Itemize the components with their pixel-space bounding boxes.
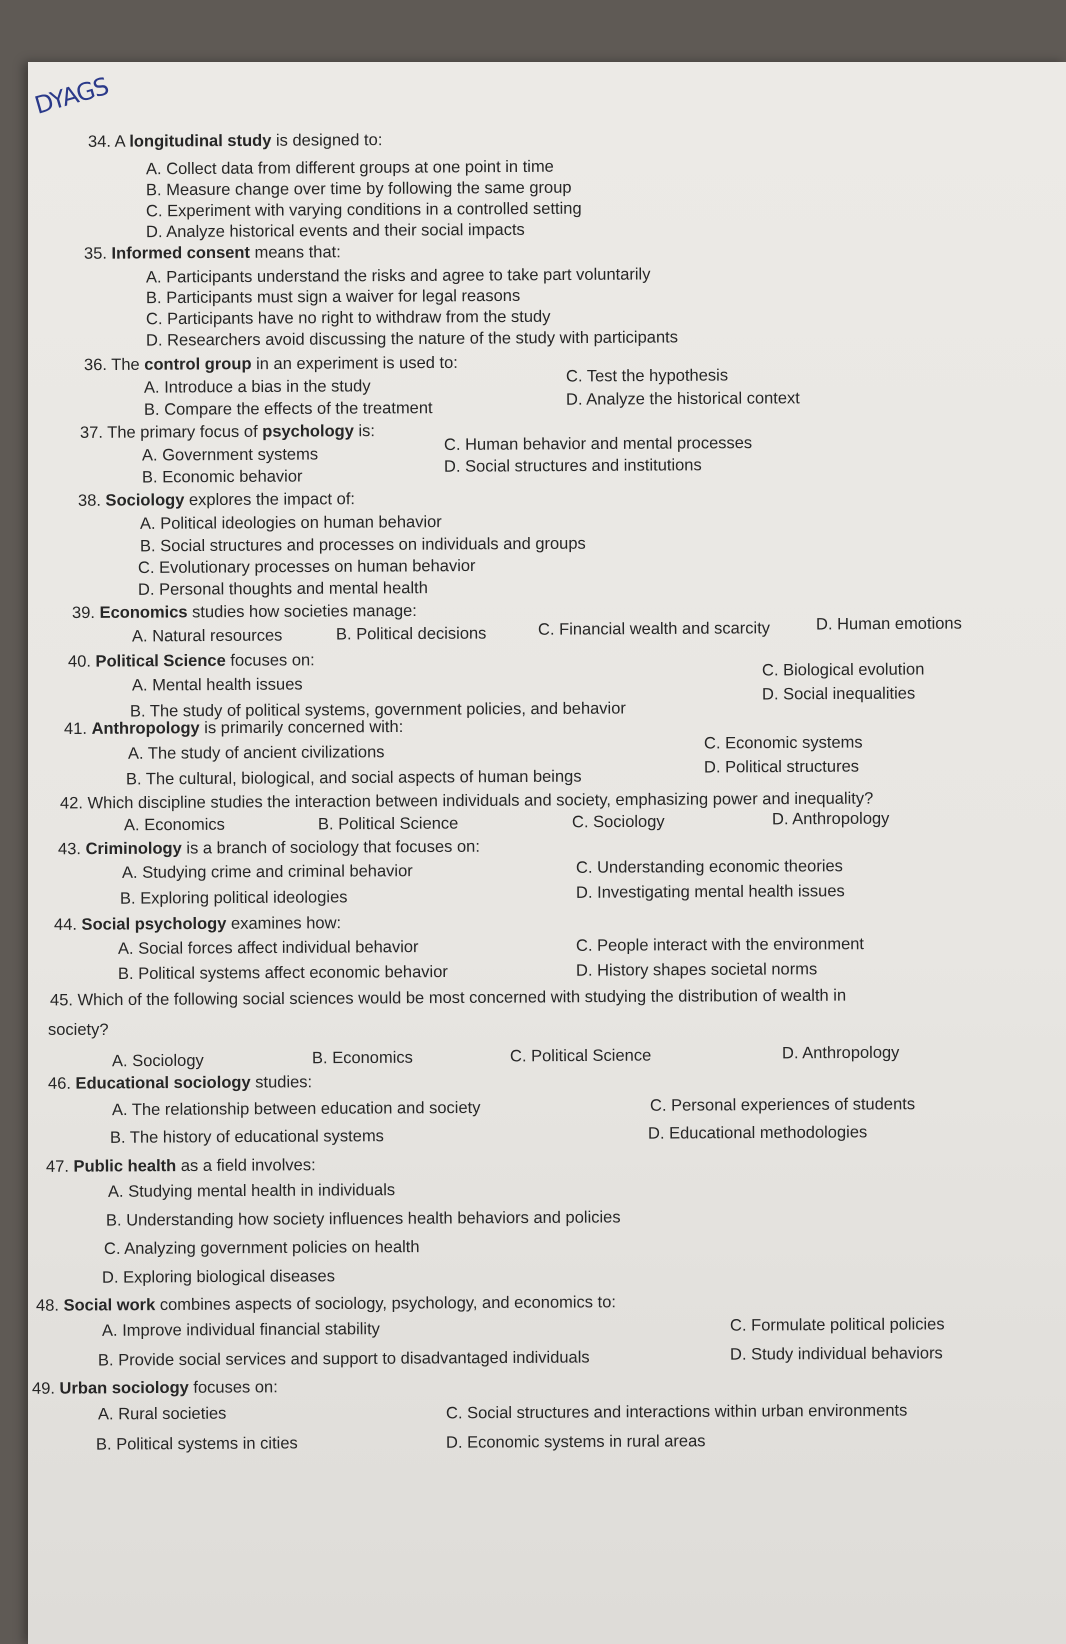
answer-option[interactable]: D. Analyze historical events and their social impacts: [145, 220, 525, 242]
question-stem: [78, 491, 355, 509]
answer-option[interactable]: A. The study of ancient civilizations: [127, 743, 385, 763]
key-term: Economics: [99, 603, 188, 622]
answer-option[interactable]: A. Government systems: [141, 445, 319, 465]
question-number: 43.: [57, 840, 86, 859]
answer-option[interactable]: B. Provide social services and support to disadvantaged individuals: [97, 1348, 590, 1370]
question-stem: [68, 652, 315, 670]
key-term: psychology: [262, 422, 354, 441]
key-term: Sociology: [105, 491, 185, 510]
question-text: is designed to:: [271, 131, 383, 150]
key-term: Political Science: [95, 651, 226, 671]
answer-option[interactable]: D. Educational methodologies: [647, 1123, 868, 1143]
question-number: 44.: [53, 915, 82, 934]
question-stem: [58, 839, 480, 858]
answer-option[interactable]: B. The history of educational systems: [109, 1127, 384, 1147]
question-number: 46.: [47, 1074, 76, 1093]
answer-option[interactable]: A. Studying mental health in individuals: [107, 1181, 396, 1201]
answer-option[interactable]: A. Introduce a bias in the study: [143, 377, 371, 397]
answer-option[interactable]: B. Compare the effects of the treatment: [143, 399, 433, 419]
answer-option[interactable]: D. Social inequalities: [761, 684, 916, 704]
key-term: Social work: [63, 1296, 156, 1315]
answer-option[interactable]: D. Exploring biological diseases: [101, 1267, 336, 1287]
question-number: 36.: [83, 355, 112, 375]
answer-option[interactable]: B. Political Science: [317, 814, 459, 834]
question-text: is a branch of sociology that focuses on:: [181, 837, 480, 858]
question-number: 39.: [71, 603, 100, 623]
question-text: Which of the following social sciences would be most concerned with studying the distribution of wealth in: [77, 986, 847, 1010]
answer-option[interactable]: A. Collect data from different groups at one point in time: [145, 157, 554, 179]
key-term: Anthropology: [91, 719, 200, 738]
question-number: 47.: [45, 1157, 74, 1176]
answer-option[interactable]: B. Political decisions: [335, 624, 487, 644]
key-term: Urban sociology: [59, 1378, 189, 1398]
answer-option[interactable]: B. Social structures and processes on individuals and groups: [139, 534, 586, 556]
answer-option[interactable]: C. Participants have no right to withdraw from the study: [145, 307, 551, 329]
answer-option[interactable]: A. Natural resources: [131, 626, 283, 646]
key-term: Criminology: [85, 839, 182, 859]
answer-option[interactable]: A. Economics: [123, 815, 225, 835]
answer-option[interactable]: D. Anthropology: [771, 809, 890, 829]
answer-option[interactable]: D. Anthropology: [781, 1043, 900, 1063]
question-number: 37.: [79, 423, 108, 442]
question-stem: [84, 244, 341, 262]
key-term: control group: [144, 355, 252, 374]
question-stem: [54, 915, 341, 933]
answer-option[interactable]: C. Formulate political policies: [729, 1315, 945, 1335]
answer-option[interactable]: C. Economic systems: [703, 733, 863, 753]
answer-option[interactable]: D. Political structures: [703, 757, 860, 777]
question-text: explores the impact of:: [184, 490, 356, 510]
answer-option[interactable]: B. Participants must sign a waiver for legal reasons: [145, 286, 521, 308]
answer-option[interactable]: D. Human emotions: [815, 614, 962, 634]
answer-option[interactable]: B. Economic behavior: [141, 467, 303, 487]
question-text: A: [114, 132, 130, 151]
key-term: Public health: [73, 1157, 177, 1176]
question-text: focuses on:: [225, 651, 315, 670]
answer-option[interactable]: A. Improve individual financial stability: [101, 1320, 380, 1340]
answer-option[interactable]: A. Sociology: [111, 1051, 204, 1071]
question-continuation: society?: [48, 1021, 109, 1039]
answer-option[interactable]: C. Political Science: [509, 1046, 652, 1066]
answer-option[interactable]: C. Experiment with varying conditions in a controlled setting: [145, 199, 582, 221]
answer-option[interactable]: B. The cultural, biological, and social aspects of human beings: [125, 767, 582, 789]
question-text: Which discipline studies the interaction between individuals and society, emphasizing power and inequality?: [87, 789, 874, 813]
answer-option[interactable]: C. Biological evolution: [761, 660, 925, 680]
question-stem: [36, 1294, 616, 1314]
answer-option[interactable]: A. Social forces affect individual behavior: [117, 938, 419, 958]
question-text: focuses on:: [188, 1378, 278, 1397]
question-number: 40.: [67, 652, 96, 671]
answer-option[interactable]: B. Political systems affect economic behavior: [117, 962, 448, 984]
question-text: examines how:: [226, 914, 342, 933]
answer-option[interactable]: C. People interact with the environment: [575, 935, 865, 955]
question-number: 45.: [49, 991, 78, 1010]
question-number: 35.: [83, 244, 112, 263]
answer-option[interactable]: D. History shapes societal norms: [575, 960, 818, 980]
answer-option[interactable]: B. Measure change over time by following the same group: [145, 178, 572, 200]
question-number: 38.: [77, 491, 106, 510]
answer-option[interactable]: C. Analyzing government policies on health: [103, 1238, 420, 1258]
key-term: Educational sociology: [75, 1073, 251, 1093]
answer-option[interactable]: B. The study of political systems, government policies, and behavior: [129, 699, 626, 721]
question-text: combines aspects of sociology, psychology, and economics to:: [155, 1293, 617, 1315]
answer-option[interactable]: D. Study individual behaviors: [729, 1344, 943, 1364]
answer-option[interactable]: A. Rural societies: [97, 1404, 227, 1424]
answer-option[interactable]: B. Understanding how society influences health behaviors and policies: [105, 1208, 621, 1230]
answer-option[interactable]: C. Human behavior and mental processes: [443, 434, 753, 454]
answer-option[interactable]: A. Mental health issues: [131, 675, 303, 695]
answer-option[interactable]: D. Investigating mental health issues: [575, 882, 845, 902]
question-text: as a field involves:: [176, 1156, 316, 1176]
answer-option[interactable]: B. Political systems in cities: [95, 1434, 298, 1454]
answer-option[interactable]: A. Participants understand the risks and agree to take part voluntarily: [145, 265, 651, 287]
question-stem: [80, 423, 375, 441]
question-text: studies how societies manage:: [187, 601, 417, 622]
question-text: is:: [353, 422, 376, 441]
question-stem: [48, 1074, 312, 1092]
answer-option[interactable]: B. Exploring political ideologies: [119, 888, 348, 908]
answer-option[interactable]: C. Understanding economic theories: [575, 857, 843, 877]
question-stem: [64, 719, 403, 738]
answer-option[interactable]: C. Personal experiences of students: [649, 1095, 916, 1115]
answer-option[interactable]: A. The relationship between education and society: [111, 1098, 481, 1120]
answer-option[interactable]: A. Political ideologies on human behavior: [139, 513, 442, 533]
question-text: The: [111, 355, 145, 374]
handwritten-mark: DYAGS: [31, 72, 112, 120]
question-number: 34.: [87, 132, 115, 151]
question-text: in an experiment is used to:: [251, 353, 458, 374]
answer-option[interactable]: C. Sociology: [571, 812, 665, 832]
question-stem: [72, 603, 417, 622]
answer-option[interactable]: B. Economics: [311, 1048, 413, 1068]
question-number: 42.: [59, 794, 88, 813]
answer-option[interactable]: A. Studying crime and criminal behavior: [121, 862, 413, 882]
answer-option[interactable]: D. Personal thoughts and mental health: [137, 579, 428, 599]
question-text: studies:: [250, 1073, 313, 1092]
answer-option[interactable]: D. Researchers avoid discussing the nature of the study with participants: [145, 328, 679, 350]
answer-option[interactable]: C. Social structures and interactions within urban environments: [445, 1401, 908, 1423]
question-number: 41.: [63, 719, 92, 739]
question-stem: [32, 1379, 278, 1397]
answer-option[interactable]: C. Evolutionary processes on human behavior: [137, 556, 476, 578]
question-text: is primarily concerned with:: [199, 717, 404, 738]
question-number: 48.: [35, 1296, 64, 1315]
key-term: Informed consent: [111, 243, 251, 263]
answer-option[interactable]: D. Social structures and institutions: [443, 456, 702, 476]
answer-option[interactable]: D. Economic systems in rural areas: [445, 1432, 706, 1452]
answer-option[interactable]: C. Financial wealth and scarcity: [537, 619, 771, 639]
answer-option[interactable]: C. Test the hypothesis: [565, 366, 729, 386]
key-term: Social psychology: [81, 914, 227, 934]
key-term: longitudinal study: [129, 131, 272, 151]
question-stem: [84, 355, 458, 374]
answer-option[interactable]: D. Analyze the historical context: [565, 389, 800, 409]
question-text: The primary focus of: [107, 422, 263, 442]
question-number: 49.: [31, 1379, 60, 1398]
question-stem: [88, 132, 382, 150]
question-stem: [46, 1157, 316, 1175]
question-text: means that:: [249, 243, 341, 262]
